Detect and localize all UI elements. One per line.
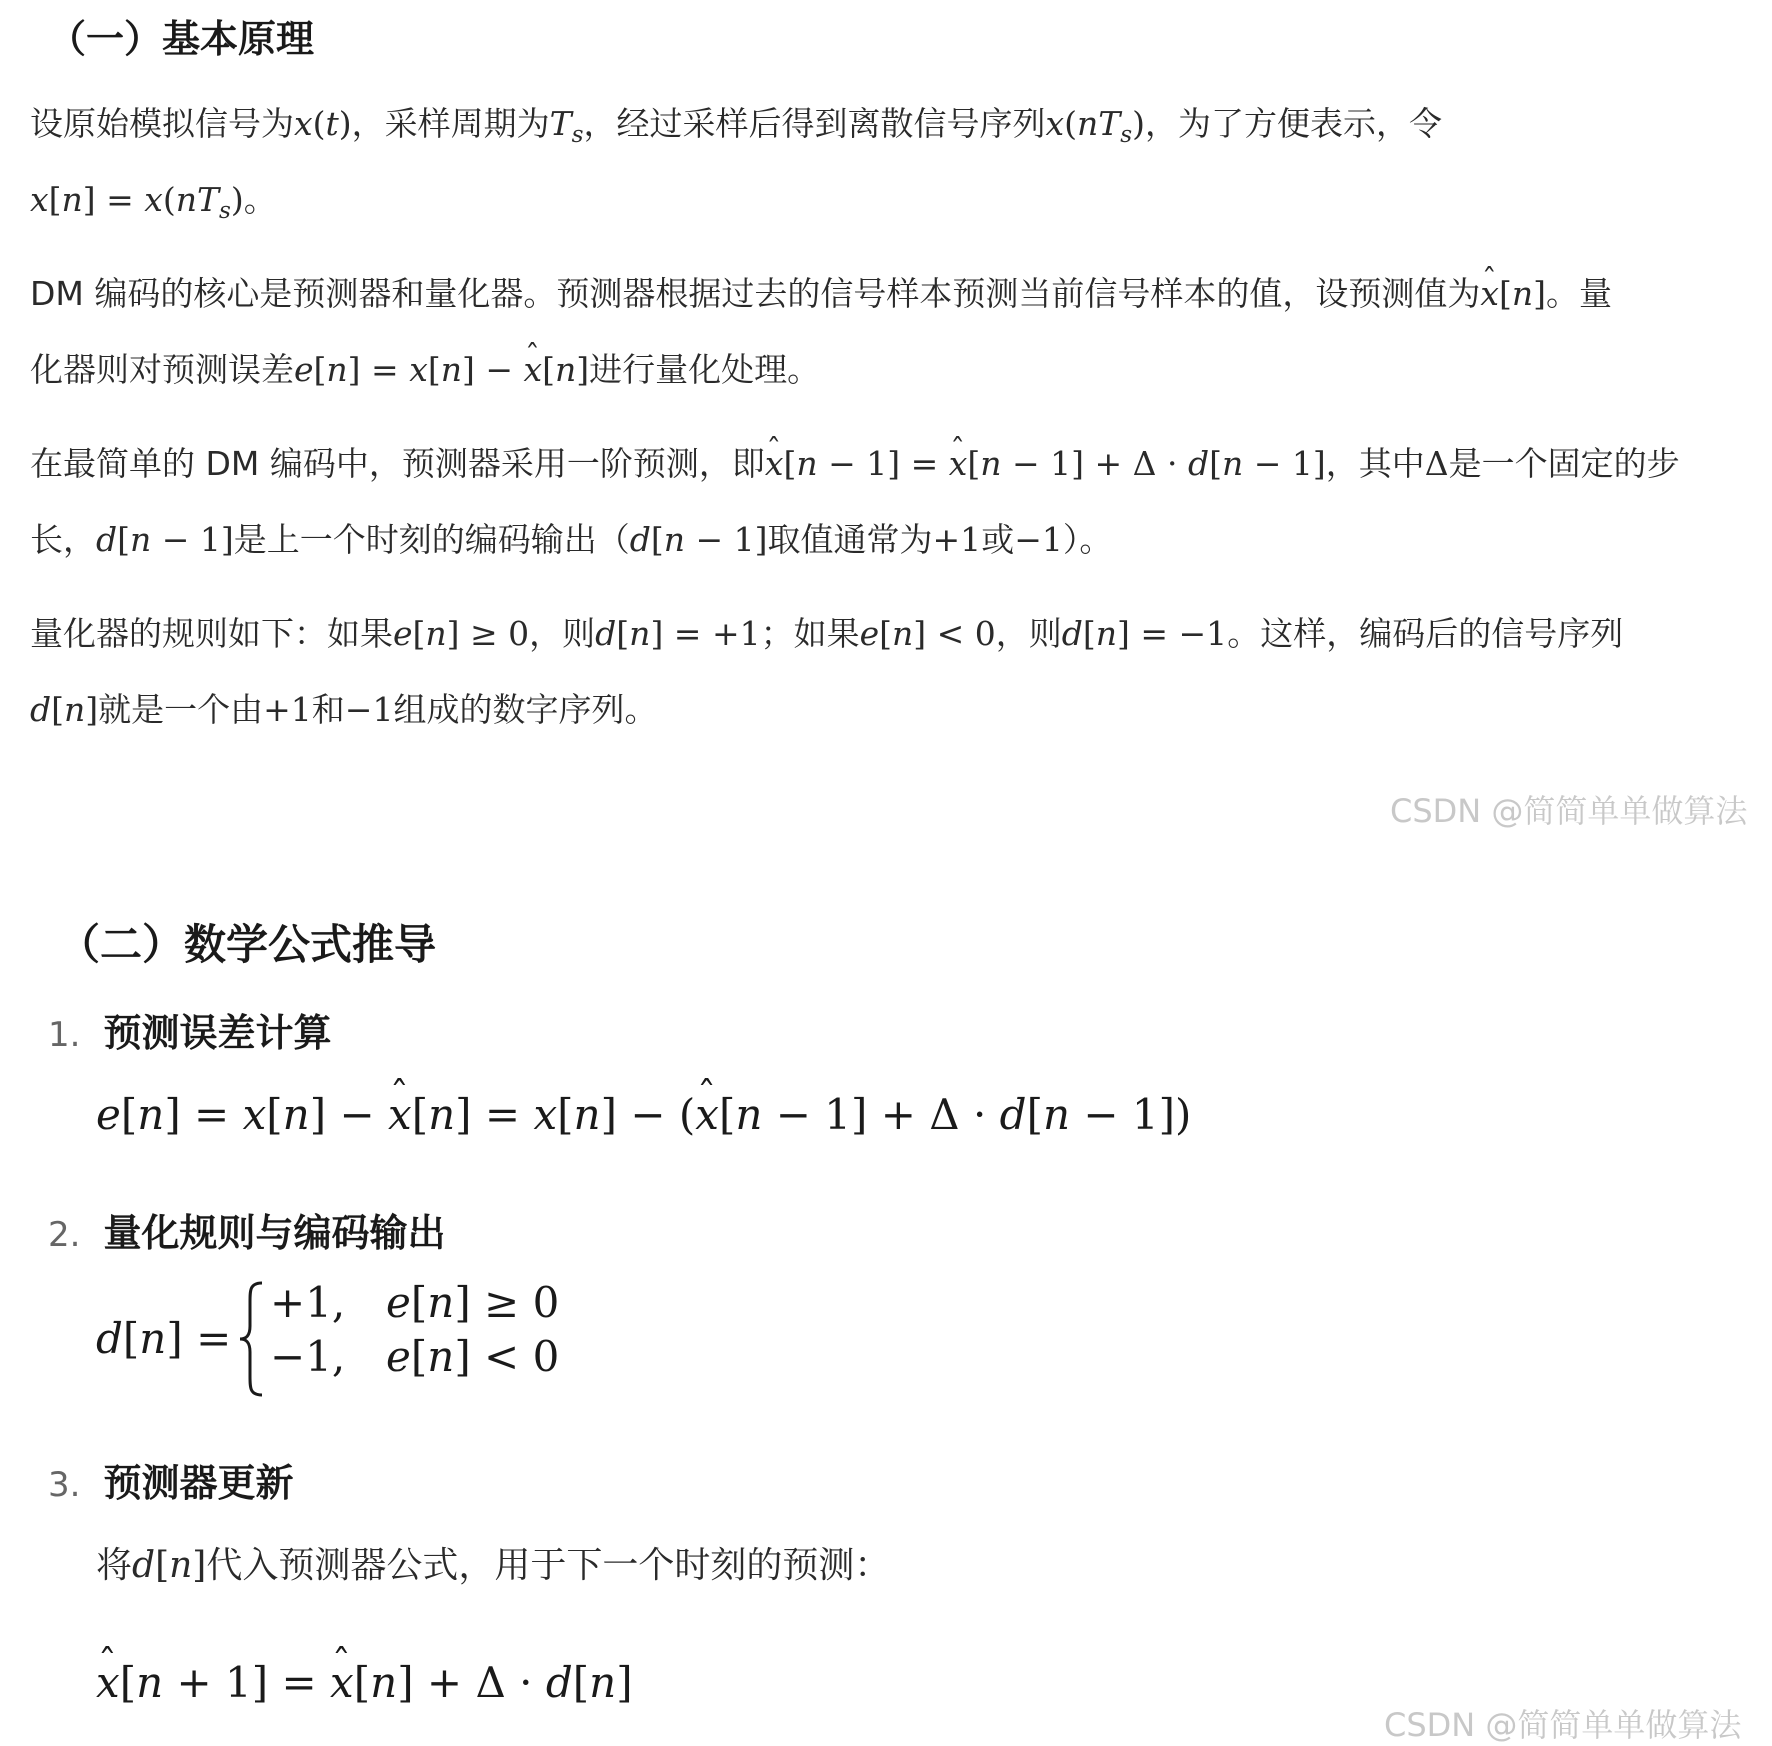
equation-prediction-error: e[n] = x[n] − ˆ x[n] = x[n] − (ˆ x[n − 1] + Δ · d[n − 1]): [96, 1090, 1191, 1139]
math-zero: 0: [532, 1278, 560, 1327]
text: ；如果: [760, 614, 860, 653]
text: 量化器的规则如下：如果: [30, 614, 393, 653]
left-brace-icon: [236, 1280, 266, 1398]
text: ，其中: [1325, 444, 1425, 483]
text: 取值通常为: [767, 520, 933, 559]
list-title: 量化规则与编码输出: [103, 1211, 446, 1255]
math-plus-one: +1: [932, 520, 982, 559]
paragraph-1-line-1: 设原始模拟信号为x(t)，采样周期为$T_s$，经过采样后得到离散信号序列$x(nT_s)$，为了方便表示，令: [30, 104, 1443, 148]
list-number: 3.: [48, 1465, 81, 1505]
math-minus-one: −1: [270, 1332, 332, 1381]
predictor-update-text: 将d[n]代入预测器公式，用于下一个时刻的预测：: [96, 1545, 891, 1586]
math-minus-one: −1: [344, 690, 394, 729]
paragraph-4-line-2: d[n]就是一个由+1和−1组成的数字序列。: [30, 690, 658, 729]
piecewise-lhs: d[n] =: [96, 1314, 232, 1363]
text: 设原始模拟信号为: [30, 104, 294, 143]
list-number: 1.: [48, 1015, 81, 1055]
text: 。这样，编码后的信号序列: [1227, 614, 1624, 653]
section-heading-basic-principle: （一）基本原理: [48, 17, 315, 61]
watermark: CSDN @简简单单做算法: [1390, 792, 1748, 830]
text: ，为了方便表示，令: [1145, 104, 1443, 143]
paragraph-4-line-1: 量化器的规则如下：如果e[n] ≥ 0，则d[n] = +1；如果e[n] < 0，则d[n] = −1。这样，编码后的信号序列: [30, 614, 1624, 653]
text: 。: [243, 180, 277, 219]
paragraph-3-line-1: 在最简单的 DM 编码中，预测器采用一阶预测，即ˆ x[n − 1] = ˆ x[n − 1] + Δ · d[n − 1]，其中Δ是一个固定的步: [30, 444, 1680, 484]
text: 就是一个由: [98, 690, 264, 729]
list-title: 预测器更新: [103, 1461, 294, 1505]
piecewise-case-2-value: −1,: [270, 1332, 346, 1381]
list-item-1: [48, 1002, 332, 1057]
text: ）。: [1062, 520, 1113, 559]
math-x-nTs: x: [1045, 104, 1065, 143]
piecewise-case-1-condition: e[n] ≥ 0: [386, 1278, 560, 1327]
list-title: 预测误差计算: [103, 1011, 332, 1055]
paragraph-2-line-2: 化器则对预测误差e[n] = x[n] − ˆ x[n]进行量化处理。: [30, 350, 820, 390]
piecewise-case-2-condition: e[n] < 0: [386, 1332, 560, 1381]
text: 是一个固定的步: [1448, 444, 1680, 483]
equation-quantization-rule: [96, 1276, 576, 1406]
paragraph-3-line-2: 长，d[n − 1]是上一个时刻的编码输出（d[n − 1]取值通常为+1或−1）。: [30, 520, 1113, 559]
text: DM 编码的核心是预测器和量化器。预测器根据过去的信号样本预测当前信号样本的值，设预测值为: [30, 274, 1481, 313]
equation-predictor-update: ˆ x[n + 1] = ˆ x[n] + Δ · d[n]: [96, 1658, 633, 1707]
text: 组成的数字序列。: [393, 690, 658, 729]
list-item-3: [48, 1452, 294, 1507]
text: ，则: [995, 614, 1062, 653]
text: 将: [96, 1545, 133, 1586]
piecewise-case-1-value: +1,: [270, 1278, 346, 1327]
text: ，则: [529, 614, 596, 653]
text: 和: [311, 690, 345, 729]
list-number: 2.: [48, 1215, 81, 1255]
text: 是上一个时刻的编码输出（: [233, 520, 630, 559]
text: ，采样周期为: [351, 104, 550, 143]
paragraph-1-line-2: $x[n] = x(nT_s)$。: [30, 180, 277, 224]
math-minus-one: −1: [1014, 520, 1063, 559]
section-heading-derivation: （二）数学公式推导: [58, 920, 437, 969]
text: 长，: [30, 520, 96, 559]
text: 化器则对预测误差: [30, 350, 294, 389]
math-x-of-t: x: [294, 104, 313, 143]
math-plus-one: +1: [270, 1278, 332, 1327]
text: 进行量化处理。: [589, 350, 821, 389]
text: ，经过采样后得到离散信号序列: [583, 104, 1046, 143]
list-item-2: [48, 1202, 446, 1257]
math-Ts: $T_s$: [549, 104, 584, 148]
math-plus-one: +1: [263, 690, 312, 729]
math-zero: 0: [532, 1332, 560, 1381]
text: 代入预测器公式，用于下一个时刻的预测：: [206, 1545, 891, 1586]
text: 或: [981, 520, 1015, 559]
watermark: CSDN @简简单单做算法: [1384, 1706, 1742, 1744]
text: 在最简单的 DM 编码中，预测器采用一阶预测，即: [30, 444, 765, 483]
text: 。量: [1546, 274, 1613, 313]
paragraph-2-line-1: DM 编码的核心是预测器和量化器。预测器根据过去的信号样本预测当前信号样本的值，设预测值为ˆ x[n]。量: [30, 274, 1612, 314]
